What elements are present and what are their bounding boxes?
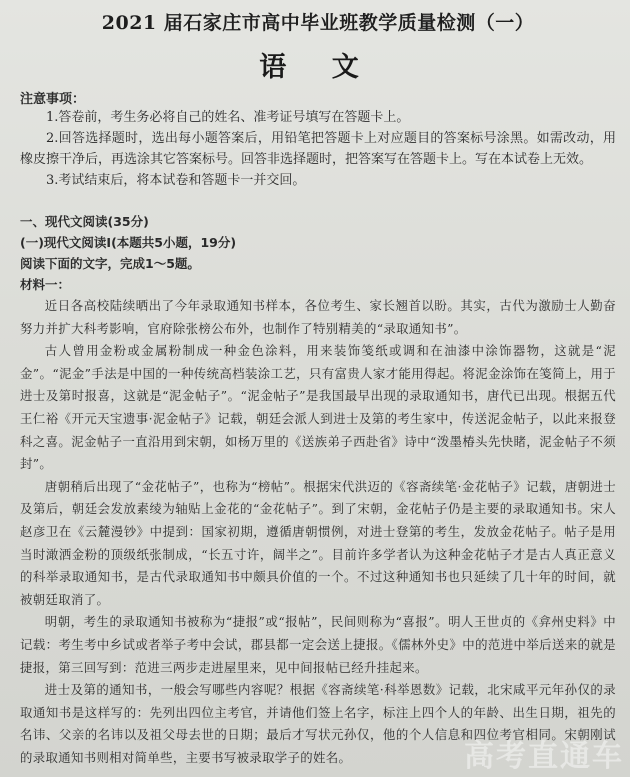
passage-paragraph: 唐朝稍后出现了“金花帖子”，也称为“榜帖”。根据宋代洪迈的《容斋续笔·金花帖子》记载，唐朝进士及第后，朝廷会发放素绫为轴贴上金花的“金花帖子”。到了宋朝，金花帖子仍是主要的录取通知书。宋人赵彦卫在《云麓漫钞》中提到：国家初期，遵循唐朝惯例，对进士登第的考生，发放金花帖子。帖子是用当时澉洒金粉的顶级纸张制成，“长五寸许，阔半之”。目前许多学者认为这种金花帖子才是古人真正意义的科举录取通知书，是古代录取通知书中颇具价值的一个。不过这种通知书也只延续了几十年的时间，就被朝廷取消了。 xyxy=(20,478,616,607)
section-heading: 一、现代文阅读(35分) xyxy=(20,214,149,229)
passage-paragraph: 古人曾用金粉或金属粉制成一种金色涂料，用来装饰笺纸或调和在油漆中涂饰器物，这就是“泥金”。“泥金”手法是中国的一种传统高档装涂工艺，只有富贵人家才能用得起。将泥金涂饰在笺简上，用于进士及第时报喜，这就是“泥金帖子”。“泥金帖子”是我国最早出现的录取通知书，唐代已出现。根据五代王仁裕《开元天宝遗事·泥金帖子》记载，朝廷会派人到进士及第的考生家中，传送泥金帖子，以此来报登科之喜。泥金帖子一直沿用到宋朝，如杨万里的《送族弟子西赴省》诗中“泼墨椿头先快睹，泥金帖子不须封”。 xyxy=(20,343,616,472)
passage-paragraph: 近日各高校陆续晒出了今年录取通知书样本，各位考生、家长翘首以盼。其实，古代为激励士人勤奋努力并扩大科考影响，官府除张榜公布外，也制作了特别精美的“录取通知书”。 xyxy=(20,298,616,336)
notes-heading: 注意事项： xyxy=(20,92,86,107)
note-item: 1.答卷前，考生务必将自己的姓名、准考证号填写在答题卡上。 xyxy=(46,110,410,125)
exam-title: 2021 届石家庄市高中毕业班教学质量检测（一） xyxy=(101,12,535,34)
subsection-heading: (一)现代文阅读Ⅰ(本题共5小题，19分) xyxy=(20,235,237,250)
watermark-logo: 高考直通车 xyxy=(464,739,624,774)
passage-paragraph: 进士及第的通知书，一般会写哪些内容呢？根据《容斋续笔·科举恩数》记载，北宋咸平元年孙仅的录取通知书是这样写的：先列出四位主考官，并请他们签上名字，标注上四个人的年龄、出生日期，祖先的名讳、父亲的名讳以及祖父母去世的日期；最后才写状元孙仅，他的个人信息和四位考官相同。宋朝刚试的录取通知书则相对简单些，主要书写被录取学子的姓名。 xyxy=(20,682,616,765)
passage-paragraph: 明朝，考生的录取通知书被称为“捷报”或“报帖”，民间则称为“喜报”。明人王世贞的《弇州史料》中记载：考生考中乡试或者举子考中会试，郡县都一定会送上捷报。《儒林外史》中的范进中举后送来的就是捷报，第三回写到：范进三两步走进屋里来，见中间报帖已经升挂起来。 xyxy=(20,614,616,675)
material-label: 材料一： xyxy=(20,277,71,292)
subject-title: 语 文 xyxy=(259,52,377,83)
note-item: 3.考试结束后，将本试卷和答题卡一并交回。 xyxy=(46,173,306,188)
note-item: 2.回答选择题时，选出每小题答案后，用铅笔把答题卡上对应题目的答案标号涂黑。如需改动，用橡皮擦干净后，再选涂其它答案标号。回答非选择题时，把答案写在答题卡上。写在本试卷上无效。 xyxy=(20,131,616,167)
reading-instruction: 阅读下面的文字，完成1～5题。 xyxy=(20,256,200,271)
